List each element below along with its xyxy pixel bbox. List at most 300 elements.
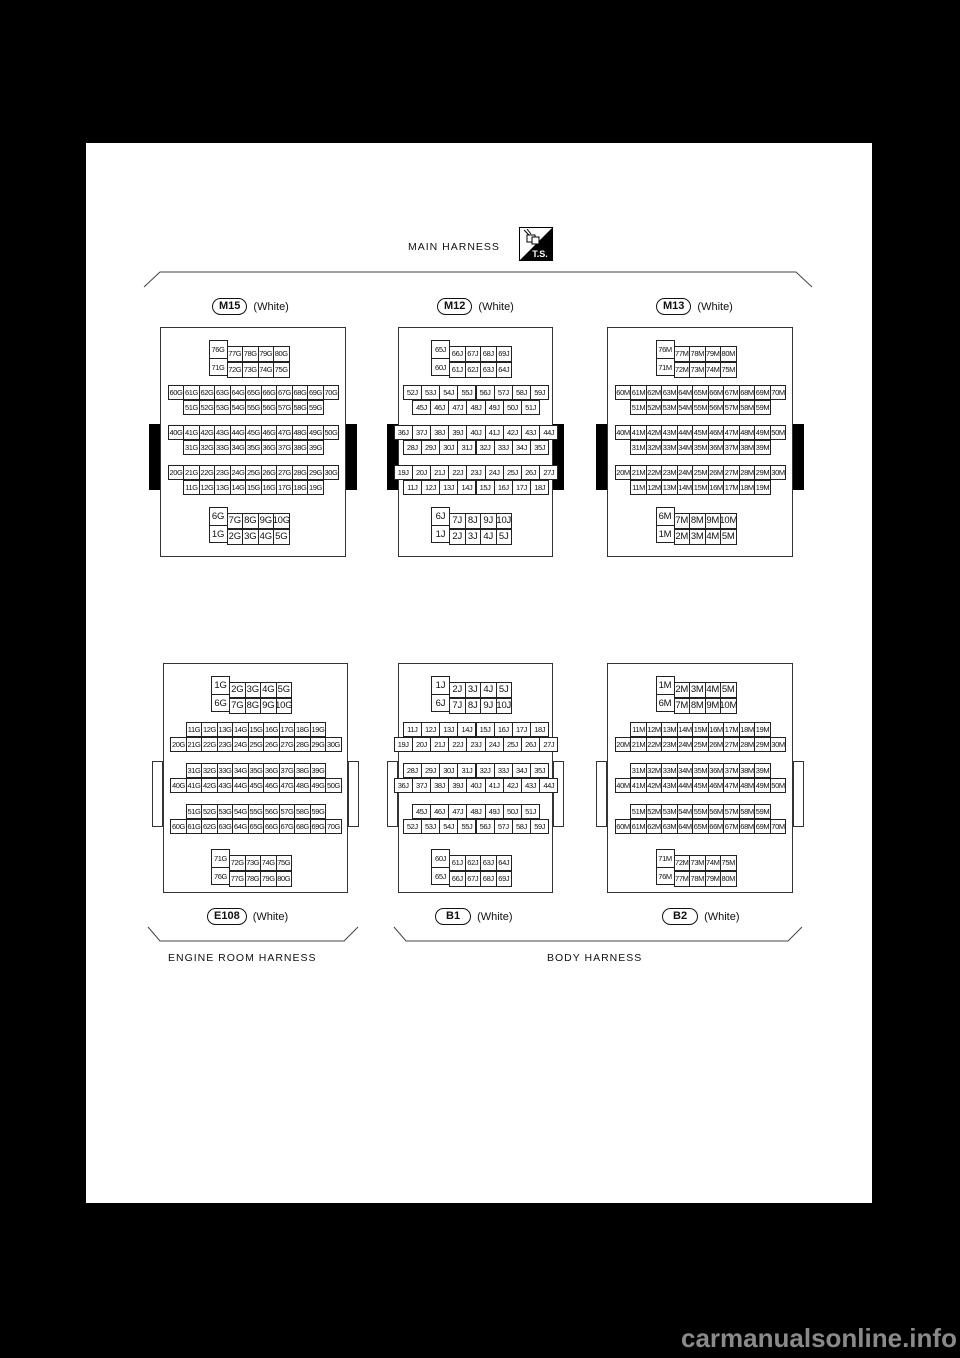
pin-cell: 73G [242,362,259,378]
pin-cell: 38J [430,778,449,793]
pin-cell: 59M [754,400,771,415]
pin-cell: 16J [494,722,513,737]
pin-cell: 16G [263,722,280,737]
pin-cell: 7J [449,698,466,714]
pin-cell: 16M [708,722,725,737]
pin-cell: 75M [720,362,737,378]
pin-cell: 17G [279,722,296,737]
connector-id: E108 [207,908,247,925]
pin-cell: 61J [449,855,466,871]
pin-label: 60J [435,363,446,373]
pin-cell: 8G [242,513,259,529]
pin-cell: 63J [480,362,497,378]
pin-cell: 68M [739,385,756,400]
pin-cell: 39G [307,440,324,455]
pin-cell: 48G [294,778,311,793]
pin-cell: 37M [723,763,740,778]
pin-cell: 24J [485,465,504,480]
pin-cell: 37J [412,425,431,440]
pin-cell: 40M [615,425,632,440]
pin-cell: 38M [739,440,756,455]
pin-cell: 4J [480,682,497,698]
pin-cell: 79M [705,346,722,362]
pin-cell: 49G [307,425,324,440]
pin-cell: 42M [646,778,663,793]
pin-cell: 10G [276,698,293,714]
pin-cell: 69G [310,819,327,834]
pin-cell: 26J [521,465,540,480]
pin-cell: 80M [720,871,737,887]
pin-cell: 25G [245,465,262,480]
pin-cell: 43M [661,425,678,440]
pin-cell: 35J [530,440,549,455]
pin-cell: 79G [260,871,277,887]
pin-cell: 21M [630,465,647,480]
pin-cell: 27J [539,737,558,752]
pin-cell: 58M [739,804,756,819]
pin-cell: 14J [457,722,476,737]
pin-cell: 72G [227,362,244,378]
pin-cell: 11J [403,722,422,737]
pin-cell: 12M [646,480,663,495]
pin-cell: 29G [307,465,324,480]
pin-label: 60J [435,854,446,864]
pin-cell: 44M [677,425,694,440]
pin-cell: 61M [630,385,647,400]
pin-cell: 45J [412,400,431,415]
pin-cell: 49G [310,778,327,793]
pin-cell: 23J [466,737,485,752]
pin-cell: 58G [292,400,309,415]
pin-cell: 18M [739,722,756,737]
pin-cell: 77G [227,346,244,362]
pin-cell: 37G [279,763,296,778]
pin-cell: 35M [692,763,709,778]
pin-cell: 19G [310,722,327,737]
pin-cell: 23M [661,737,678,752]
pin-cell: 20M [615,737,632,752]
pin-cell: 58J [512,385,531,400]
pin-cell: 59J [530,819,549,834]
connector-lock-tab-right [348,761,359,827]
pin-label: 76M [658,872,672,882]
pin-cell: 41M [630,425,647,440]
pin-cell: 9J [480,513,497,529]
pin-cell: 54J [439,819,458,834]
pin-cell: 18G [294,722,311,737]
pin-cell: 40J [466,778,485,793]
pin-cell: 80G [273,346,290,362]
pin-cell: 22G [199,465,216,480]
pin-cell: 38G [294,763,311,778]
pin-cell: 56M [708,400,725,415]
pin-cell: 74G [260,855,277,871]
pin-cell: 41J [485,425,504,440]
pin-cell: 26M [708,465,725,480]
pin-cell: 54M [677,804,694,819]
pin-cell: 29J [421,440,440,455]
pin-cell: 39J [448,778,467,793]
pin-cell: 63M [661,819,678,834]
pin-cell: 61J [449,362,466,378]
pin-cell: 73G [245,855,262,871]
pin-cell: 21G [186,737,203,752]
pin-cell: 51J [521,400,540,415]
pin-cell: 55M [692,804,709,819]
pin-cell: 64M [677,819,694,834]
pin-cell: 67J [465,871,482,887]
pin-label: 6G [211,511,225,523]
pin-cell: 13M [661,722,678,737]
pin-cell: 36G [261,440,278,455]
pin-cell: 44G [230,425,247,440]
connector-label-e108 [207,908,288,925]
pin-cell: 28M [739,737,756,752]
pin-cell: 48J [466,400,485,415]
connector-color: (White) [704,910,740,923]
pin-label: 1G [214,680,227,692]
pin-label: 6M [658,698,672,710]
pin-cell: 8M [689,513,706,529]
pin-cell: 24G [232,737,249,752]
pin-cell: 28J [403,763,422,778]
pin-cell: 17M [723,722,740,737]
pin-cell: 45G [245,425,262,440]
connector-label-m13 [656,298,733,315]
pin-cell: 65G [245,385,262,400]
connector-label-m12 [437,298,514,315]
connector-id: M13 [656,298,691,315]
pin-cell: 70M [770,819,787,834]
pin-cell: 44G [232,778,249,793]
pin-cell: 62G [201,819,218,834]
pin-divider [431,694,450,695]
pin-cell: 22J [448,737,467,752]
watermark: carmanualsonline.info [681,1323,957,1353]
pin-cell: 56J [476,819,495,834]
pin-cell: 3M [689,529,706,545]
connector-color: (White) [478,300,514,313]
pin-cell: 10G [273,513,290,529]
pin-cell: 67M [723,819,740,834]
pin-cell: 18M [739,480,756,495]
pin-cell: 60M [615,385,632,400]
pin-cell: 68M [739,819,756,834]
pin-cell: 26G [263,737,280,752]
pin-label: 65J [435,872,446,882]
pin-cell: 38J [430,425,449,440]
pin-cell: 15J [476,722,495,737]
pin-cell: 63G [214,385,231,400]
connector-label-b2 [662,908,740,925]
pin-cell: 52M [646,804,663,819]
pin-cell: 25J [503,465,522,480]
pin-cell: 48M [739,425,756,440]
pin-cell: 54J [439,385,458,400]
pin-label: 71M [658,363,672,373]
pin-cell: 64J [496,855,513,871]
pin-cell: 50M [770,778,787,793]
pin-cell: 35J [530,763,549,778]
pin-cell: 60G [168,385,185,400]
pin-cell: 78G [242,346,259,362]
pin-cell: 39M [754,763,771,778]
pin-cell: 8J [465,698,482,714]
pin-cell: 8M [689,698,706,714]
pin-divider [211,694,230,695]
pin-cell: 7G [227,513,244,529]
pin-cell: 15M [692,480,709,495]
pin-cell: 78G [245,871,262,887]
pin-cell: 64J [496,362,513,378]
pin-cell: 73M [689,855,706,871]
pin-cell: 28G [292,465,309,480]
pin-cell: 66J [449,346,466,362]
pin-cell: 34G [232,763,249,778]
pin-cell: 16M [708,480,725,495]
pin-cell: 68G [294,819,311,834]
pin-cell: 27M [723,465,740,480]
pin-cell: 56J [476,385,495,400]
pin-cell: 16G [261,480,278,495]
pin-cell: 79M [705,871,722,887]
pin-cell: 20J [412,737,431,752]
pin-cell: 33G [214,440,231,455]
connector-m12 [398,327,553,557]
pin-cell: 7G [229,698,246,714]
pin-cell: 47G [276,425,293,440]
pin-cell: 70G [325,819,342,834]
connector-b1 [398,663,553,893]
pin-cell: 31G [183,440,200,455]
pin-label: 1J [435,680,446,692]
pin-divider [431,525,450,526]
connector-color: (White) [697,300,733,313]
pin-cell: 57J [494,819,513,834]
pin-cell: 39G [310,763,327,778]
pin-cell: 20G [170,737,187,752]
pin-cell: 19M [754,480,771,495]
pin-cell: 66M [708,819,725,834]
pin-cell: 56G [263,804,280,819]
pin-label: 1M [658,680,672,692]
pin-cell: 61G [186,819,203,834]
pin-cell: 4J [480,529,497,545]
connector-lock-tab-right [346,424,357,490]
pin-cell: 47M [723,778,740,793]
pin-cell: 64G [232,819,249,834]
pin-label: 6G [214,698,227,710]
pin-cell: 65G [248,819,265,834]
pin-cell: 51M [630,804,647,819]
pin-label: 1G [211,529,225,541]
pin-cell: 31J [457,440,476,455]
main-harness-bracket [142,267,814,291]
body-harness-bracket [392,925,806,945]
pin-cell: 73M [689,362,706,378]
pin-cell: 5M [720,529,737,545]
pin-cell: 29G [310,737,327,752]
pin-cell: 58G [294,804,311,819]
pin-cell: 23M [661,465,678,480]
pin-cell: 48M [739,778,756,793]
pin-cell: 59M [754,804,771,819]
pin-cell: 3G [245,682,262,698]
pin-cell: 4M [705,529,722,545]
pin-cell: 26G [261,465,278,480]
pin-cell: 69G [307,385,324,400]
pin-cell: 5G [273,529,290,545]
pin-divider [209,525,228,526]
connector-lock-tab-left [152,761,163,827]
pin-cell: 24J [485,737,504,752]
pin-cell: 32J [476,763,495,778]
pin-cell: 30M [770,465,787,480]
pin-cell: 74M [705,855,722,871]
pin-label: 71M [658,854,672,864]
pin-cell: 3G [242,529,259,545]
pin-cell: 19J [394,465,413,480]
pin-cell: 75M [720,855,737,871]
pin-cell: 36G [263,763,280,778]
pin-cell: 40G [168,425,185,440]
pin-cell: 78M [689,346,706,362]
pin-cell: 59J [530,385,549,400]
pin-cell: 63J [480,855,497,871]
pin-cell: 17J [512,722,531,737]
connector-label-m15 [212,298,289,315]
pin-divider [431,358,450,359]
pin-cell: 31M [630,763,647,778]
pin-cell: 66J [449,871,466,887]
pin-label: 1M [658,529,672,541]
pin-cell: 80G [276,871,293,887]
pin-cell: 69J [496,871,513,887]
pin-cell: 60M [615,819,632,834]
pin-cell: 58M [739,400,756,415]
pin-cell: 27M [723,737,740,752]
connector-e108 [163,663,348,893]
engine-room-harness-label: ENGINE ROOM HARNESS [168,952,317,964]
pin-cell: 54M [677,400,694,415]
pin-label: 76M [658,345,672,355]
pin-label: 6J [435,698,446,710]
pin-cell: 32G [201,763,218,778]
pin-label: 76G [214,872,227,882]
manual-page [86,143,872,1203]
pin-divider [209,358,228,359]
connector-label-b1 [435,908,513,925]
pin-cell: 39J [448,425,467,440]
pin-cell: 47G [279,778,296,793]
pin-divider [656,694,675,695]
pin-cell: 80M [720,346,737,362]
pin-cell: 42J [503,425,522,440]
pin-cell: 55J [457,819,476,834]
pin-cell: 3J [465,682,482,698]
pin-cell: 62J [465,855,482,871]
pin-cell: 67G [279,819,296,834]
pin-cell: 13G [214,480,231,495]
pin-cell: 21M [630,737,647,752]
pin-cell: 7M [674,698,691,714]
pin-cell: 40G [170,778,187,793]
pin-cell: 14M [677,480,694,495]
pin-cell: 12G [201,722,218,737]
pin-cell: 20G [168,465,185,480]
pin-cell: 19G [307,480,324,495]
pin-label: 1J [435,529,446,541]
pin-cell: 13G [217,722,234,737]
pin-cell: 72G [229,855,246,871]
pin-cell: 52G [199,400,216,415]
pin-cell: 35M [692,440,709,455]
pin-cell: 20M [615,465,632,480]
pin-cell: 58J [512,819,531,834]
pin-cell: 31J [457,763,476,778]
pin-cell: 16J [494,480,513,495]
pin-cell: 35G [245,440,262,455]
pin-cell: 12J [421,480,440,495]
pin-cell: 42G [199,425,216,440]
pin-cell: 9M [705,698,722,714]
pin-cell: 62M [646,385,663,400]
pin-cell: 62M [646,819,663,834]
pin-divider [656,867,675,868]
pin-cell: 52J [403,385,422,400]
pin-cell: 10M [720,698,737,714]
pin-cell: 36M [708,763,725,778]
pin-label: 6J [435,511,446,523]
pin-cell: 47J [448,400,467,415]
pin-cell: 55G [245,400,262,415]
engine-room-harness-bracket [146,925,362,945]
pin-cell: 28G [294,737,311,752]
pin-cell: 9G [258,513,275,529]
pin-cell: 13J [439,722,458,737]
pin-cell: 18G [292,480,309,495]
pin-cell: 30G [325,737,342,752]
trouble-shooting-icon [519,227,553,261]
pin-cell: 41J [485,778,504,793]
pin-cell: 64G [230,385,247,400]
pin-cell: 26M [708,737,725,752]
pin-cell: 42J [503,778,522,793]
pin-label: 6M [658,511,672,523]
pin-cell: 17M [723,480,740,495]
pin-cell: 34M [677,440,694,455]
pin-cell: 68J [480,871,497,887]
pin-cell: 74G [258,362,275,378]
pin-cell: 29M [754,465,771,480]
pin-cell: 14G [230,480,247,495]
pin-cell: 11G [186,722,203,737]
pin-cell: 29J [421,763,440,778]
pin-cell: 22M [646,737,663,752]
pin-cell: 8G [245,698,262,714]
pin-cell: 3M [689,682,706,698]
pin-cell: 57J [494,385,513,400]
pin-cell: 59G [307,400,324,415]
pin-cell: 49M [754,778,771,793]
pin-cell: 50M [770,425,787,440]
pin-cell: 30J [439,763,458,778]
svg-text:T.S.: T.S. [532,249,548,259]
pin-cell: 50G [325,778,342,793]
pin-cell: 63G [217,819,234,834]
pin-cell: 24M [677,737,694,752]
pin-cell: 51G [186,804,203,819]
